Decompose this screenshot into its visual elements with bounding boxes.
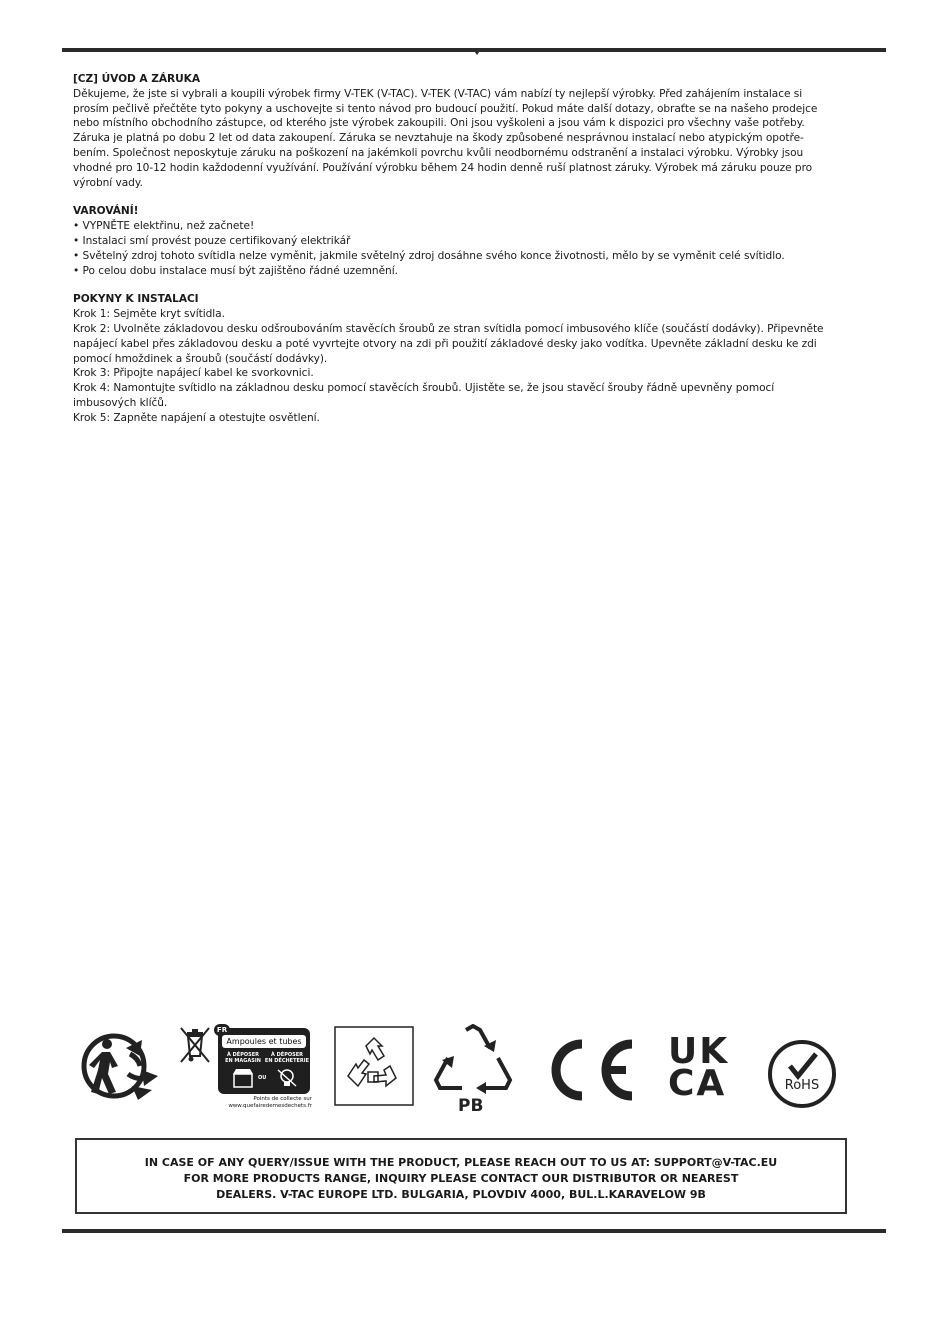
fr-points-line2: www.quefairedemesdechets.fr [228,1103,312,1109]
ukca-line1: UK [668,1031,730,1072]
store-icon [232,1068,254,1088]
install-line: imbusových klíčů. [73,396,168,409]
intro-line: nebo místního obchodního zástupce, od kterého jste výrobek zakoupili. Oni jsou vyškoleni a jsou vám k dispozici pro všechny vaše potřeby. [73,117,805,130]
install-line: Krok 3: Připojte napájecí kabel ke svorkovnici. [73,367,314,380]
fr-option-dump [264,1052,310,1064]
fr-points-line1: Points de collecte sur [253,1096,312,1102]
ukca-line2: CA [668,1063,727,1104]
warning-list [73,219,863,278]
rohs-mark [766,1038,838,1110]
document-body [73,72,863,426]
fr-badge: FR [214,1024,230,1036]
ce-mark-icon [540,1038,638,1102]
fr-option-store [220,1052,266,1064]
warning-section [73,204,863,278]
install-line: Krok 4: Namontujte svítidlo na základnou desku pomocí stavěcích šroubů. Ujistěte se, že jsou stavěcí šrouby řádně upevněny pomocí [73,382,775,395]
rohs-label: RoHS [784,1078,820,1093]
fr-option-dump-line2: EN DÉCHETERIE [264,1058,310,1064]
intro-paragraph [73,87,863,191]
intro-heading: [CZ] ÚVOD A ZÁRUKA [73,73,200,85]
install-line: Krok 1: Sejměte kryt svítidla. [73,308,225,321]
fr-option-store-line1: À DÉPOSER [227,1052,259,1058]
recycle-box-icon [334,1026,414,1106]
intro-line: prosím pečlivě přečtěte tyto pokyny a uschovejte si tento návod pro budoucí použití. Pokud máte další dotazy, obraťte se na našeho prodejce [73,102,818,115]
warning-item: • Světelný zdroj tohoto svítidla nelze vyměnit, jakmile světelný zdroj dosáhne svého konce životnosti, mělo by se vyměnit celé svítidlo. [73,249,785,262]
warning-item: • Po celou dobu instalace musí být zajištěno řádné uzemnění. [73,264,398,277]
certification-icons [78,1022,848,1122]
bottom-rule [62,1229,886,1233]
fr-option-dump-line1: À DÉPOSER [271,1052,303,1058]
install-line: napájecí kabel přes základovou desku a poté vyvrtejte otvory na zdi při použití základové desky jako vodítka. Upevněte základní desku ke zdi [73,337,817,350]
warning-item: • Instalaci smí provést pouze certifikovaný elektrikář [73,234,351,247]
crossed-bin-icon [178,1024,212,1066]
fr-recycling-label [208,1028,312,1112]
footer-line-3: DEALERS. V-TAC EUROPE LTD. BULGARIA, PLOVDIV 4000, BUL.L.KARAVELOW 9B [216,1188,706,1201]
install-heading: POKYNY K INSTALACI [73,293,199,306]
bulb-dump-icon [276,1068,298,1088]
fr-or: OU [258,1075,267,1081]
fr-title: Ampoules et tubes [222,1035,306,1048]
intro-line: vhodné pro 10-12 hodin každodenní využívání. Používání výrobku během 24 hodin denně ruší platnost záruky. Výrobek má záruku pouze pro [73,161,813,174]
install-line: pomocí hmoždinek a šroubů (součástí dodávky). [73,352,328,365]
footer-line-2: FOR MORE PRODUCTS RANGE, INQUIRY PLEASE CONTACT OUR DISTRIBUTOR OR NEAREST [183,1172,739,1185]
top-rule-notch [472,48,482,55]
warning-item: • VYPNĚTE elektřinu, než začnete! [73,220,255,233]
pb-recycle-triangle-icon [432,1024,514,1116]
ukca-mark [668,1031,744,1104]
support-footer [75,1138,847,1214]
intro-line: výrobní vady. [73,176,143,189]
fr-collection-points [208,1096,312,1110]
rohs-icon [766,1038,838,1110]
fr-option-store-line2: EN MAGASIN [225,1058,261,1064]
install-line: Krok 2: Uvolněte základovou desku odšroubováním stavěcích šroubů ze stran svítidla pomocí imbusového klíče (součástí dodávky). Připevněte [73,322,824,335]
footer-line-1: IN CASE OF ANY QUERY/ISSUE WITH THE PRODUCT, PLEASE REACH OUT TO US AT: SUPPORT@V-TAC.EU [144,1156,778,1169]
install-section [73,292,863,425]
pb-label: PB [458,1096,484,1116]
intro-line: bením. Společnost neposkytuje záruku na poškození na jakémkoli povrchu kvůli neodbornému odstranění a instalaci výrobku. Výrobky jsou [73,146,804,159]
triman-icon [80,1030,172,1102]
intro-line: Děkujeme, že jste si vybrali a koupili výrobek firmy V-TEK (V-TAC). V-TEK (V-TAC) vám nabízí ty nejlepší výrobky. Před zahájením instalace si [73,87,803,100]
intro-section [73,72,863,190]
warning-heading: VAROVÁNÍ! [73,205,139,218]
intro-line: Záruka je platná po dobu 2 let od data zakoupení. Záruka se nevztahuje na škody způsobené nesprávnou instalací nebo atypickým opotře- [73,132,804,145]
install-steps [73,307,863,425]
install-line: Krok 5: Zapněte napájení a otestujte osvětlení. [73,411,320,424]
